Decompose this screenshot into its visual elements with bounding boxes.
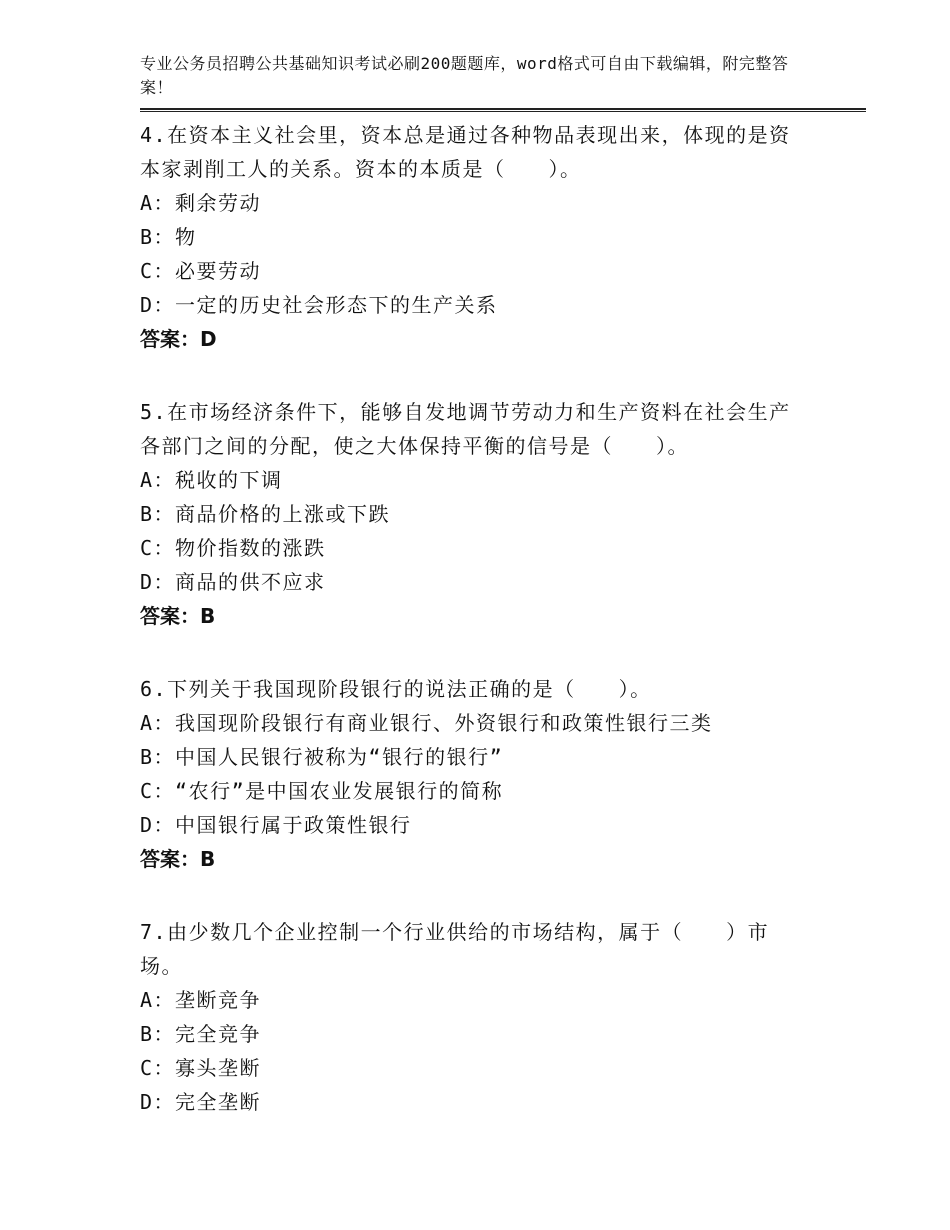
question-stem: 4.在资本主义社会里，资本总是通过各种物品表现出来，体现的是资本家剥削工人的关系。资本的本质是（ ）。 [140, 123, 791, 181]
answer: 答案：B [140, 604, 216, 628]
option-b: B：商品价格的上涨或下跌 [140, 502, 391, 526]
option-c: C：物价指数的涨跌 [140, 536, 326, 560]
option-a: A：剩余劳动 [140, 191, 262, 215]
option-c: C：“农行”是中国农业发展银行的简称 [140, 779, 504, 803]
option-d: D：中国银行属于政策性银行 [140, 813, 412, 837]
question-stem: 6.下列关于我国现阶段银行的说法正确的是（ ）。 [140, 677, 652, 701]
option-a: A：我国现阶段银行有商业银行、外资银行和政策性银行三类 [140, 711, 713, 735]
question-4 [140, 118, 870, 356]
option-a: A：税收的下调 [140, 468, 283, 492]
answer: 答案：D [140, 327, 217, 351]
answer: 答案：B [140, 847, 216, 871]
option-c: C：寡头垄断 [140, 1056, 262, 1080]
question-6 [140, 672, 870, 876]
spacer [140, 633, 870, 672]
document-header: 专业公务员招聘公共基础知识考试必刷200题题库，word格式可自由下载编辑，附完整答案！ [140, 54, 789, 97]
option-b: B：完全竞争 [140, 1022, 262, 1046]
option-d: D：完全垄断 [140, 1090, 262, 1114]
option-b: B：中国人民银行被称为“银行的银行” [140, 745, 504, 769]
option-c: C：必要劳动 [140, 259, 262, 283]
document-page [140, 52, 870, 1119]
option-d: D：商品的供不应求 [140, 570, 326, 594]
spacer [140, 876, 870, 915]
option-b: B：物 [140, 225, 197, 249]
option-a: A：垄断竞争 [140, 988, 262, 1012]
question-5 [140, 395, 870, 633]
option-d: D：一定的历史社会形态下的生产关系 [140, 293, 498, 317]
question-stem: 7.由少数几个企业控制一个行业供给的市场结构，属于（ ）市场。 [140, 920, 770, 978]
header-divider [140, 108, 866, 112]
question-7 [140, 915, 870, 1119]
question-stem: 5.在市场经济条件下，能够自发地调节劳动力和生产资料在社会生产各部门之间的分配，使之大体保持平衡的信号是（ ）。 [140, 400, 791, 458]
spacer [140, 356, 870, 395]
